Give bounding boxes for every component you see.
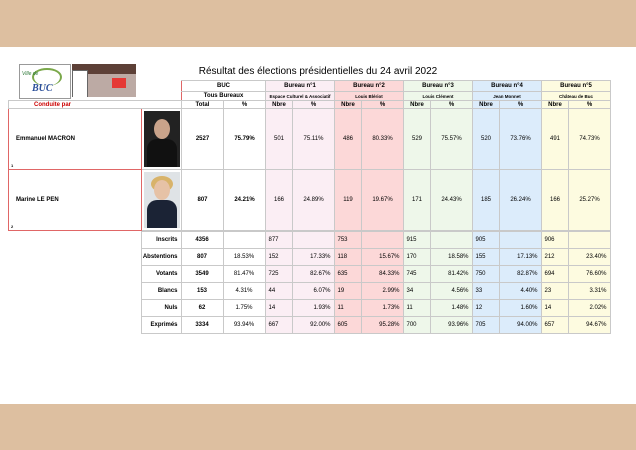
stats-table — [8, 231, 611, 334]
logo-buc-text: BUC — [32, 83, 53, 94]
nbre-value: 11 — [403, 300, 430, 317]
nbre-value: 119 — [335, 170, 362, 231]
candidate-portrait — [144, 111, 180, 167]
pct-value: 6.07% — [292, 283, 334, 300]
nbre-value: 520 — [473, 109, 500, 170]
pct-value: 81.47% — [223, 266, 265, 283]
pct-col-header: % — [293, 101, 335, 109]
pct-value: 81.42% — [430, 266, 472, 283]
stat-label: Inscrits — [141, 232, 181, 249]
nbre-value: 118 — [334, 249, 361, 266]
nbre-value: 166 — [542, 170, 569, 231]
pct-value: 1.60% — [499, 300, 541, 317]
bureau-1-place: Espace Culturel & Associatif — [266, 92, 335, 101]
pct-value: 4.56% — [430, 283, 472, 300]
pct-value: 17.13% — [499, 249, 541, 266]
candidate-name: Emmanuel MACRON — [16, 136, 76, 142]
nbre-value: 14 — [265, 300, 292, 317]
bureau-2-header: Bureau n°2 — [335, 81, 404, 92]
pct-col-header: % — [362, 101, 404, 109]
pct-value: 94.00% — [499, 317, 541, 334]
total-value: 62 — [181, 300, 223, 317]
total-value: 807 — [181, 249, 223, 266]
candidate-index: 2 — [11, 224, 14, 229]
stat-label: Abstentions — [141, 249, 181, 266]
pct-value: 4.40% — [499, 283, 541, 300]
total-value: 153 — [181, 283, 223, 300]
total-value: 807 — [182, 170, 224, 231]
nbre-value: 906 — [541, 232, 568, 249]
nbre-value: 915 — [403, 232, 430, 249]
nbre-value: 170 — [403, 249, 430, 266]
pct-value — [361, 232, 403, 249]
candidate-name: Marine LE PEN — [16, 197, 59, 203]
pct-value: 1.75% — [223, 300, 265, 317]
nbre-value: 529 — [404, 109, 431, 170]
pct-value — [223, 232, 265, 249]
pct-value: 76.60% — [568, 266, 610, 283]
stat-label: Exprimés — [141, 317, 181, 334]
pct-value: 1.93% — [292, 300, 334, 317]
buc-header: BUC — [182, 81, 266, 92]
pct-col-header: % — [569, 101, 611, 109]
nbre-value: 11 — [334, 300, 361, 317]
conduite-header: Conduite par — [9, 101, 182, 109]
pct-value: 18.58% — [430, 249, 472, 266]
pct-value: 82.67% — [292, 266, 334, 283]
pct-value: 18.53% — [223, 249, 265, 266]
nbre-col-header: Nbre — [542, 101, 569, 109]
nbre-value: 23 — [541, 283, 568, 300]
nbre-col-header: Nbre — [266, 101, 293, 109]
total-col-header: Total — [182, 101, 224, 109]
nbre-value: 905 — [472, 232, 499, 249]
tous-bureaux-header: Tous Bureaux — [182, 92, 266, 101]
stat-label: Blancs — [141, 283, 181, 300]
stat-label: Nuls — [141, 300, 181, 317]
stat-row — [8, 266, 610, 283]
pct-value: 25.27% — [569, 170, 611, 231]
nbre-value: 44 — [265, 283, 292, 300]
nbre-value: 667 — [265, 317, 292, 334]
nbre-value: 171 — [404, 170, 431, 231]
pct-value: 82.87% — [499, 266, 541, 283]
pct-col-header: % — [500, 101, 542, 109]
pct-value: 24.21% — [224, 170, 266, 231]
nbre-value: 700 — [403, 317, 430, 334]
stat-label: Votants — [141, 266, 181, 283]
total-value: 3334 — [181, 317, 223, 334]
bureau-1-header: Bureau n°1 — [266, 81, 335, 92]
pct-value: 84.33% — [361, 266, 403, 283]
candidate-portrait — [144, 172, 180, 228]
nbre-col-header: Nbre — [473, 101, 500, 109]
nbre-value: 34 — [403, 283, 430, 300]
nbre-value: 753 — [334, 232, 361, 249]
nbre-value: 185 — [473, 170, 500, 231]
nbre-value: 877 — [265, 232, 292, 249]
stat-row — [8, 300, 610, 317]
bureau-4-header: Bureau n°4 — [473, 81, 542, 92]
nbre-value: 166 — [266, 170, 293, 231]
pct-value: 2.99% — [361, 283, 403, 300]
pct-value: 3.31% — [568, 283, 610, 300]
nbre-col-header: Nbre — [404, 101, 431, 109]
nbre-value: 657 — [541, 317, 568, 334]
pct-col-header: % — [224, 101, 266, 109]
nbre-value: 155 — [472, 249, 499, 266]
results-table — [8, 80, 611, 231]
nbre-value: 725 — [265, 266, 292, 283]
pct-value: 80.33% — [362, 109, 404, 170]
total-value: 4356 — [181, 232, 223, 249]
nbre-value: 491 — [542, 109, 569, 170]
pct-value: 93.96% — [430, 317, 472, 334]
nbre-value: 745 — [403, 266, 430, 283]
pct-value: 26.24% — [500, 170, 542, 231]
pct-value: 95.28% — [361, 317, 403, 334]
stat-row — [8, 317, 610, 334]
pct-value: 73.76% — [500, 109, 542, 170]
pct-col-header: % — [431, 101, 473, 109]
pct-value: 23.40% — [568, 249, 610, 266]
pct-value: 92.00% — [292, 317, 334, 334]
pct-value: 19.67% — [362, 170, 404, 231]
pct-value: 94.67% — [568, 317, 610, 334]
nbre-value: 694 — [541, 266, 568, 283]
pct-value — [499, 232, 541, 249]
nbre-value: 19 — [334, 283, 361, 300]
logo-ville-text: Ville de — [22, 71, 39, 77]
bureau-3-header: Bureau n°3 — [404, 81, 473, 92]
pct-value — [292, 232, 334, 249]
stat-row — [8, 249, 610, 266]
pct-value: 74.73% — [569, 109, 611, 170]
nbre-value: 705 — [472, 317, 499, 334]
pct-value: 2.02% — [568, 300, 610, 317]
nbre-value: 212 — [541, 249, 568, 266]
stat-row — [8, 232, 610, 249]
pct-value — [568, 232, 610, 249]
bureau-2-place: Louis Blériot — [335, 92, 404, 101]
nbre-value: 152 — [265, 249, 292, 266]
pct-value: 75.57% — [431, 109, 473, 170]
nbre-value: 14 — [541, 300, 568, 317]
pct-value: 24.43% — [431, 170, 473, 231]
stat-row — [8, 283, 610, 300]
nbre-value: 486 — [335, 109, 362, 170]
pct-value: 1.73% — [361, 300, 403, 317]
nbre-value: 635 — [334, 266, 361, 283]
pct-value: 75.11% — [293, 109, 335, 170]
nbre-value: 33 — [472, 283, 499, 300]
pct-value: 24.89% — [293, 170, 335, 231]
nbre-value: 605 — [334, 317, 361, 334]
pct-value: 17.33% — [292, 249, 334, 266]
bureau-3-place: Louis Clément — [404, 92, 473, 101]
bureau-5-header: Bureau n°5 — [542, 81, 611, 92]
total-value: 2527 — [182, 109, 224, 170]
pct-value: 1.48% — [430, 300, 472, 317]
candidate-row — [9, 109, 611, 170]
pct-value: 4.31% — [223, 283, 265, 300]
total-value: 3549 — [181, 266, 223, 283]
bureau-5-place: Château de Buc — [542, 92, 611, 101]
nbre-value: 750 — [472, 266, 499, 283]
nbre-col-header: Nbre — [335, 101, 362, 109]
candidate-row — [9, 170, 611, 231]
nbre-value: 12 — [472, 300, 499, 317]
page-title: Résultat des élections présidentielles du 24 avril 2022 — [198, 66, 438, 77]
nbre-value: 501 — [266, 109, 293, 170]
pct-value: 75.79% — [224, 109, 266, 170]
bureau-4-place: Jean Monnet — [473, 92, 542, 101]
pct-value: 15.67% — [361, 249, 403, 266]
pct-value: 93.94% — [223, 317, 265, 334]
pct-value — [430, 232, 472, 249]
candidate-index: 1 — [11, 163, 14, 168]
